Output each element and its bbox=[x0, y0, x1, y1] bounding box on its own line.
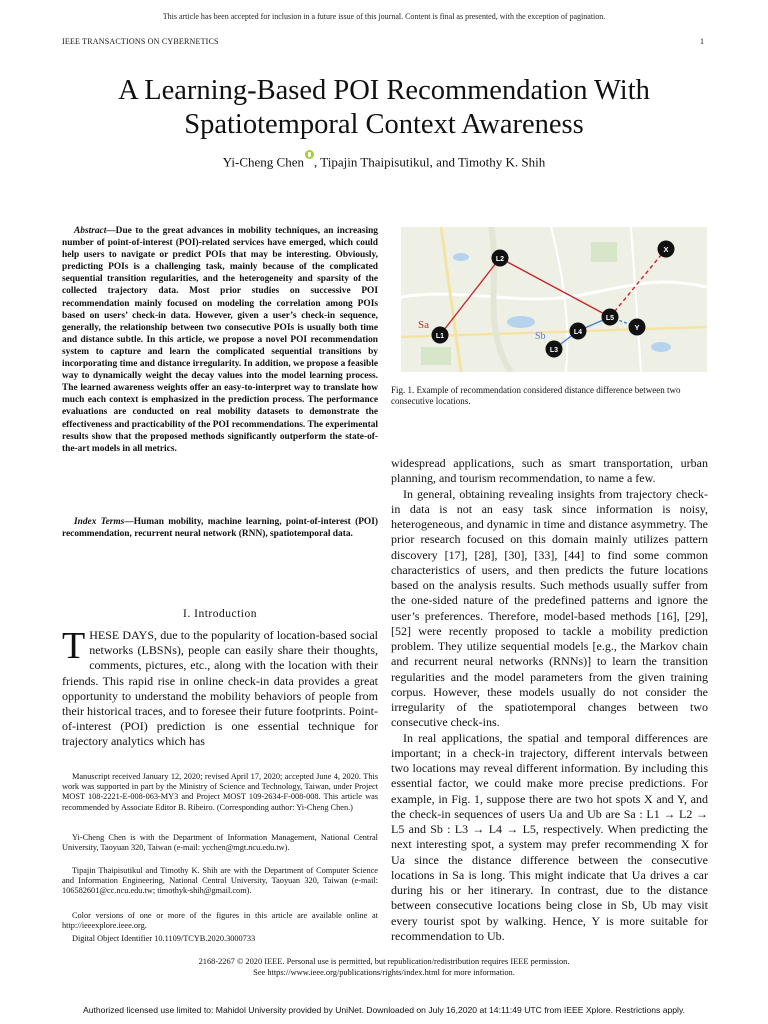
author-others: , Tipajin Thaipisutikul, and Timothy K. Shih bbox=[313, 154, 546, 170]
right-column-body bbox=[391, 456, 708, 944]
abstract bbox=[62, 225, 378, 455]
sequence-a-label: Sa bbox=[418, 319, 429, 331]
node-l2 bbox=[492, 250, 509, 267]
figure-caption: Fig. 1. Example of recommendation considered distance difference between two consecutive locations. bbox=[391, 385, 681, 407]
node-l4 bbox=[570, 323, 587, 340]
map-graphic bbox=[401, 227, 707, 372]
paragraph-real-applications: In real applications, the spatial and temporal differences are important; in a check-in trajectory, different intervals between two locations may reveal different information. By including this essential factor, we could make more precise predictions. For example, in Fig. 1, suppose there are two hot spots X and Y, and the check-in sequences of users Ua and Ub are Sa : L1 → L2 → L5 and Sb : L3 → L4 → L5, respectively. When predicting the next interesting spot, a system may prefer recommending X for Ua since the distance difference between the consecutive locations in Sa is long. This might indicate that Ua drives a car during his or her itinerary. In contrast, due to the distance between consecutive locations being close in Sb, Ub may visit every tourist spot by walking. Hence, Y is more suitable for recommendation to Ub. bbox=[391, 730, 708, 943]
node-l3-label: L3 bbox=[549, 347, 559, 354]
paragraph-general: In general, obtaining revealing insights from trajectory check-in data is not an easy task since information is noisy, heterogeneous, and dynamic in time and distance asymmetry. The prior research focused on this domain mainly utilizes pattern discovery [17], [28], [30], [33], [44] to find some common characteristics of users, and then predicts the future locations based on the analysis results. Such methods usually suffer from the one-sided nature of the predefined patterns and ignore the user’s preferences. Therefore, model-based methods [16], [29], [52] were recently proposed to tackle a mobility prediction problem. They utilize sequential models [e.g., the Markov chain and recurrent neural networks (RNNs)] to learn the transition regularities and the model parameters from the given training corpus. However, these models usually do not consider the irregularity of the spatiotemporal changes between two consecutive check-ins. bbox=[391, 486, 708, 730]
intro-paragraph bbox=[62, 625, 378, 750]
node-l1 bbox=[432, 327, 449, 344]
index-terms-text: —Human mobility, machine learning, point-of-interest (POI) recommendation, recurrent neural network (RNN), spatiotemporal data. bbox=[62, 517, 378, 540]
orcid-icon[interactable] bbox=[305, 150, 314, 159]
node-x bbox=[658, 241, 675, 258]
footnote-author-1: Yi-Cheng Chen is with the Department of Information Management, National Central University, Taoyuan 320, Taiwan (e-mail: ycchen@mgt.ncu.edu.tw). bbox=[62, 833, 378, 853]
footnote-color: Color versions of one or more of the figures in this article are available online at http://ieeexplore.ieee.org. bbox=[62, 911, 378, 931]
drop-cap: T bbox=[62, 625, 86, 667]
paragraph-continued: widespread applications, such as smart transportation, urban planning, and tourism recommendation, to name a few. bbox=[391, 456, 708, 486]
authorized-use-line: Authorized licensed use limited to: Mahidol University provided by UniNet. Downloaded on July 16,2020 at 14:11:49 UTC from IEEE Xplore. Restrictions apply. bbox=[82, 1005, 686, 1015]
license-line-2[interactable]: See https://www.ieee.org/publications/rights/index.html for more information. bbox=[253, 968, 515, 977]
paper-title: A Learning-Based POI Recommendation With Spatiotemporal Context Awareness bbox=[118, 75, 650, 140]
page-number: 1 bbox=[700, 37, 704, 46]
index-terms-label: Index Terms bbox=[74, 517, 125, 527]
sequence-b-label: Sb bbox=[535, 331, 546, 342]
node-y-label: Y bbox=[634, 323, 640, 332]
acceptance-note: This article has been accepted for inclusion in a future issue of this journal. Content is final as presented, with the exception of pagination. bbox=[162, 12, 606, 21]
abstract-label: Abstract bbox=[74, 226, 107, 236]
intro-lead: HESE DAYS, bbox=[89, 628, 157, 642]
intro-text: due to the popularity of location-based social networks (LBSNs), people can easily share their thoughts, comments, pictures, etc., along with the location with their friends. This rapid rise in online check-in data provides a great opportunity to understand the mobility behaviors of people from their historical traces, and to foresee their future footprints. Point-of-interest (POI) prediction is one essential technique for trajectory analytics which has bbox=[62, 628, 378, 749]
footnote-manuscript: Manuscript received January 12, 2020; revised April 17, 2020; accepted June 4, 2020. This work was supported in part by the Ministry of Science and Technology, Taiwan, under Project MOST 108-2221-E-008-063-MY3 and Project MOST 109-2634-F-008-008. This article was recommended by Associate Editor B. Ribeiro. (Corresponding author: Yi-Cheng Chen.) bbox=[62, 772, 378, 812]
node-l4-label: L4 bbox=[573, 329, 583, 336]
license-line-1: 2168-2267 © 2020 IEEE. Personal use is permitted, but republication/redistribution requires IEEE permission. bbox=[198, 957, 570, 966]
node-l1-label: L1 bbox=[435, 333, 445, 340]
author-first[interactable]: Yi-Cheng Chen bbox=[222, 154, 304, 170]
author-list bbox=[0, 152, 768, 170]
index-terms bbox=[62, 516, 378, 540]
abstract-text: —Due to the great advances in mobility techniques, an increasing number of point-of-interest (POI)-related services have emerged, which could help users to navigate or predict POIs that may be interesting. Obviously, predicting POIs is a challenging task, mainly because of the complicated sequential transition regularities, and the heterogeneity and sparsity of the collected trajectory data. Most prior studies on successive POI recommendation mainly focused on modeling the correlation among POIs based on users’ check-in data. However, given a user’s check-in sequence, generally, the relationship between two consecutive POIs is usually both time and distance subtle. In this article, we propose a novel POI recommendation system to capture and learn the complicated sequential transitions by incorporating time and distance irregularity. In addition, we propose a feasible way to dynamically weight the decay values into the model learning process. The learned awareness weights offer an easy-to-interpret way to translate how much each context is emphasized in the prediction process. The performance evaluations are conducted on real mobility datasets to demonstrate the effectiveness and practicability of the POI recommendations. The experimental results show that the proposed methods significantly outperform the state-of-the-art models in all metrics. bbox=[62, 226, 379, 454]
footnote-author-2: Tipajin Thaipisutikul and Timothy K. Shih are with the Department of Computer Science and Information Engineering, National Central University, Taoyuan 320, Taiwan (e-mail: 106582601@cc.ncu.edu.tw; timothyk-shih@gmail.com). bbox=[62, 866, 378, 896]
node-l5-label: L5 bbox=[605, 315, 615, 322]
node-l5 bbox=[602, 309, 619, 326]
node-l2-label: L2 bbox=[495, 256, 505, 263]
section-heading: I. Introduction bbox=[183, 608, 257, 620]
node-y bbox=[629, 319, 646, 336]
node-x-label: X bbox=[663, 245, 669, 254]
node-l3 bbox=[546, 341, 563, 358]
figure-1-map bbox=[401, 227, 707, 372]
footnote-doi: Digital Object Identifier 10.1109/TCYB.2020.3000733 bbox=[72, 934, 256, 943]
license-notice bbox=[0, 956, 768, 978]
running-head: IEEE TRANSACTIONS ON CYBERNETICS bbox=[62, 37, 219, 46]
